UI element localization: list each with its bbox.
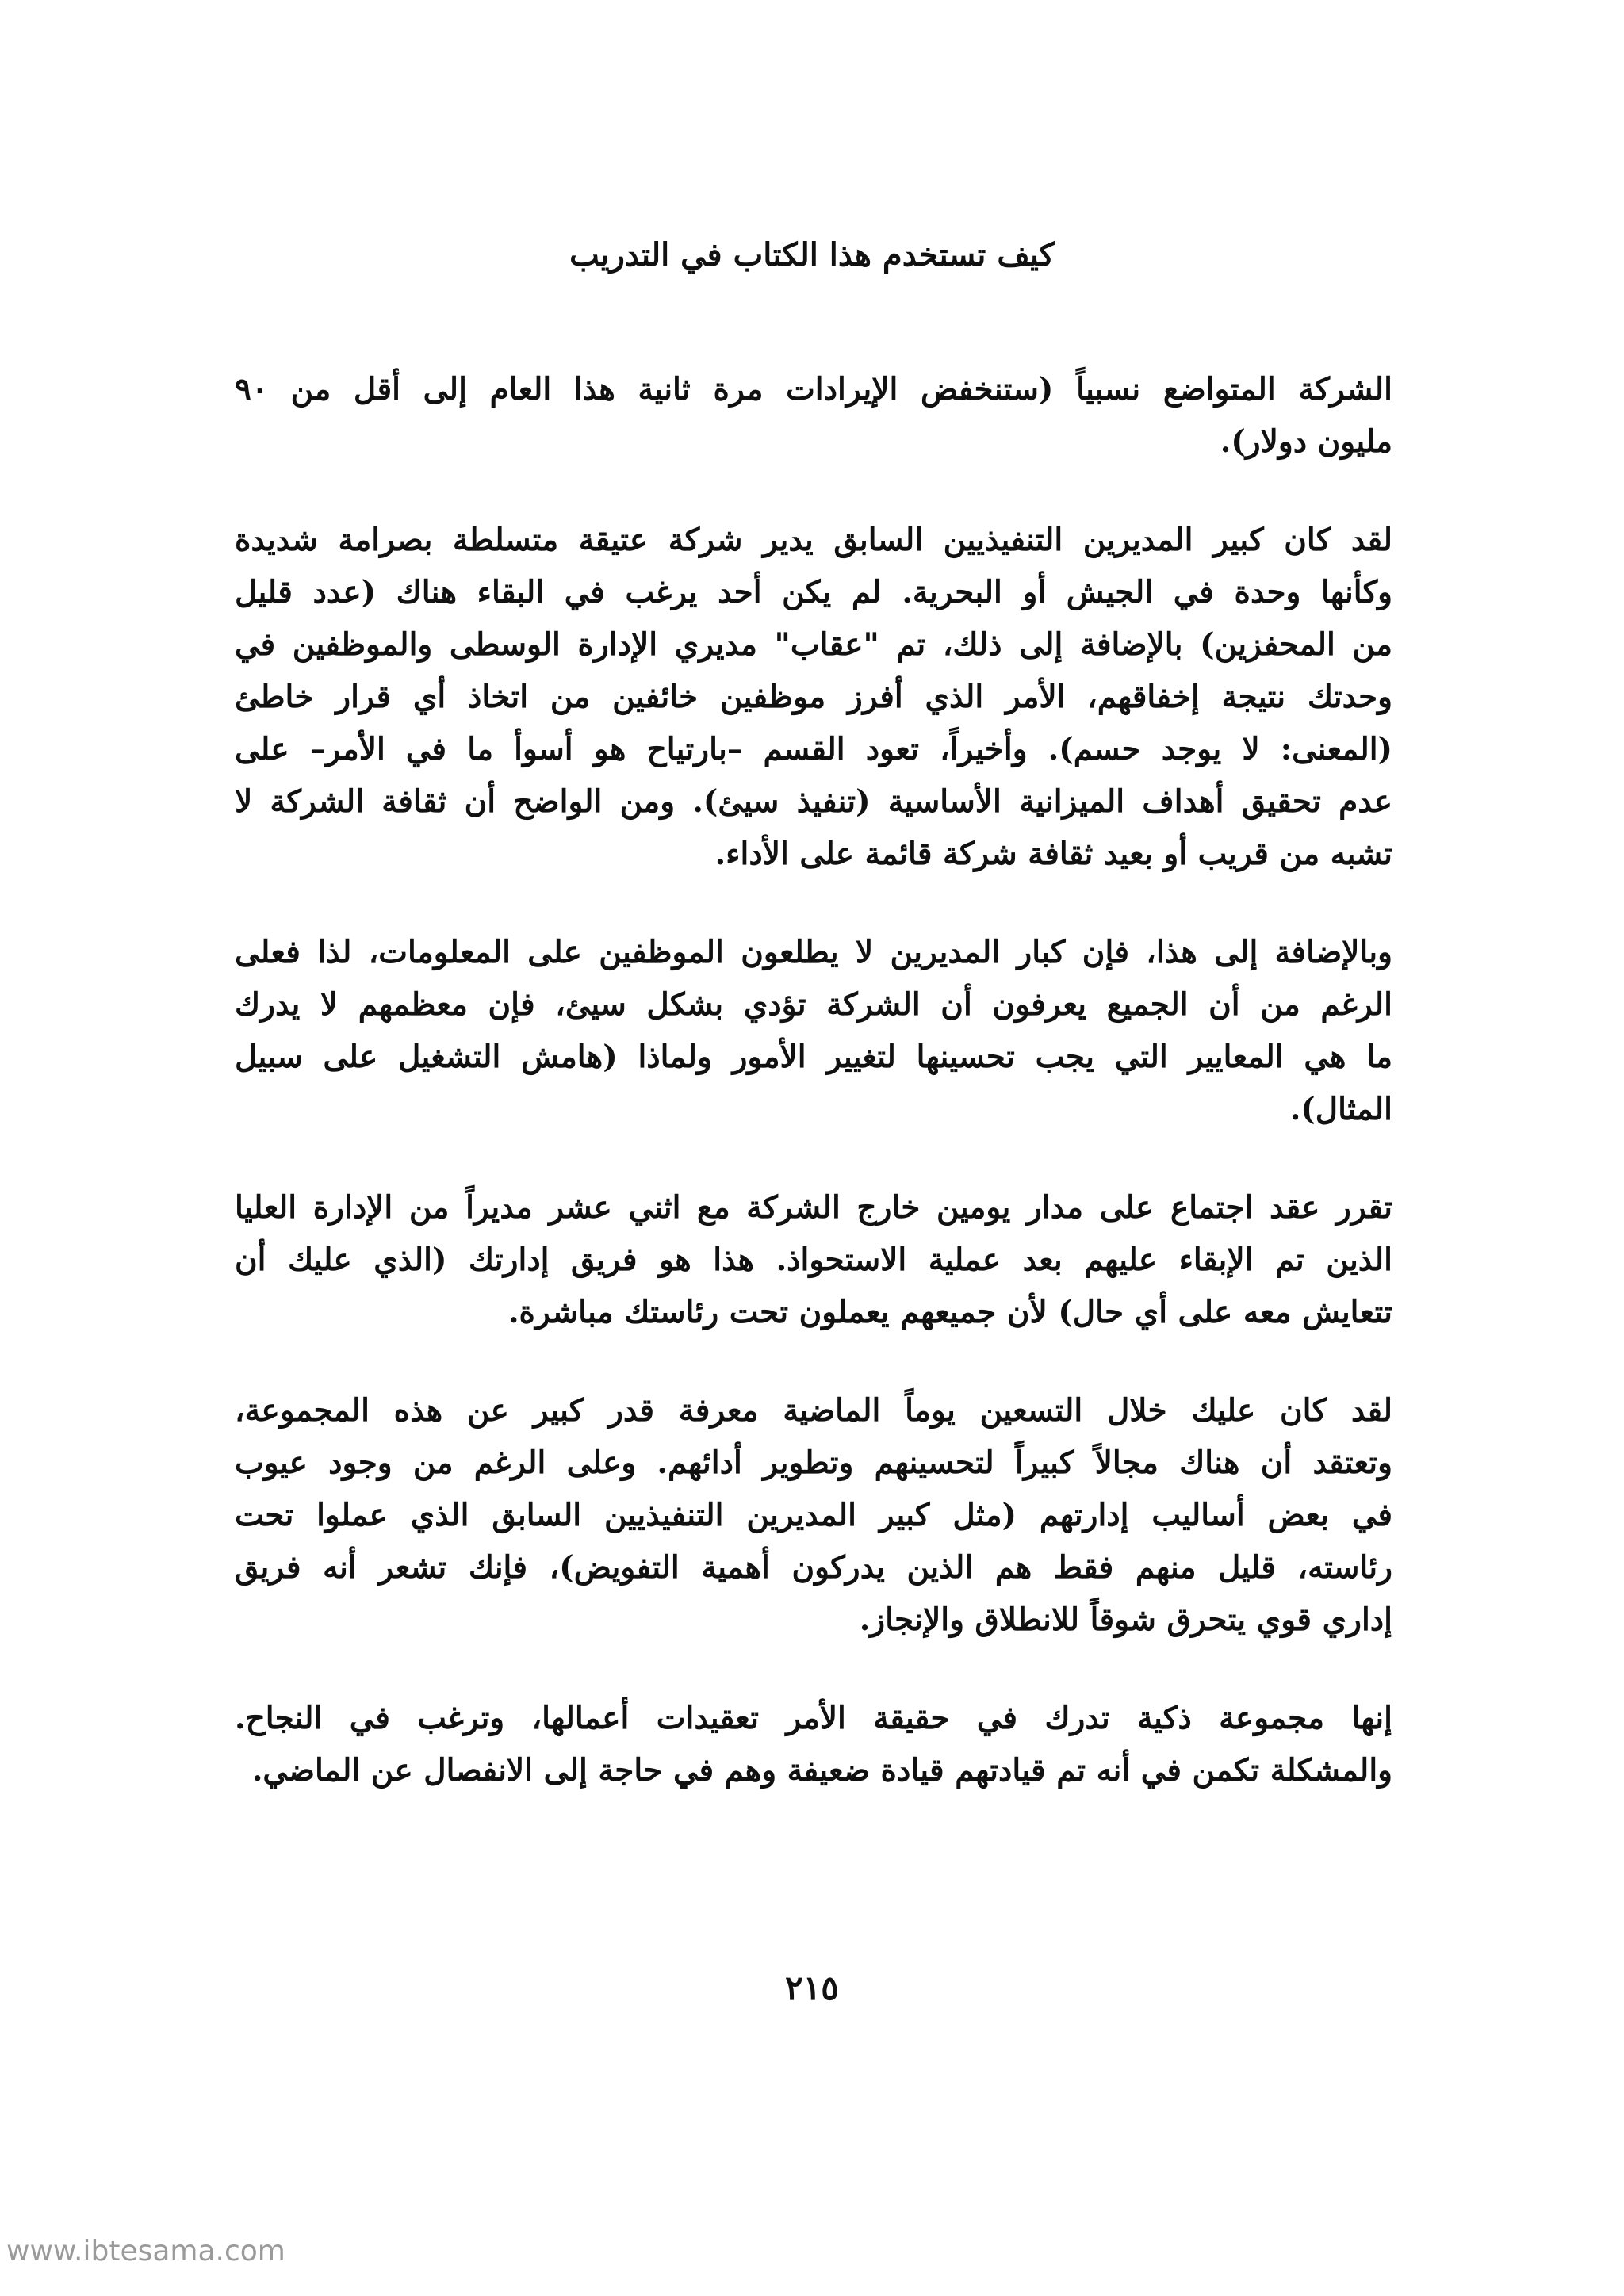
text-line: لقد كان عليك خلال التسعين يوماً الماضية معرفة قدر كبير عن هذه المجموعة، — [235, 1392, 1392, 1429]
text-line: في بعض أساليب إدارتهم (مثل كبير المديرين التنفيذيين السابق الذي عملوا تحت — [235, 1497, 1392, 1533]
paragraph-5 — [235, 1384, 1392, 1646]
text-line: الذين تم الإبقاء عليهم بعد عملية الاستحواذ. هذا هو فريق إدارتك (الذي عليك أن — [235, 1242, 1392, 1278]
text-line: لقد كان كبير المديرين التنفيذيين السابق يدير شركة عتيقة متسلطة بصرامة شديدة — [235, 522, 1392, 558]
text-line: (المعنى: لا يوجد حسم). وأخيراً، تعود القسم –بارتياح هو أسوأ ما في الأمر– على — [235, 731, 1392, 767]
text-line: تقرر عقد اجتماع على مدار يومين خارج الشركة مع اثني عشر مديراً من الإدارة العليا — [235, 1189, 1392, 1226]
text-line: وحدتك نتيجة إخفاقهم، الأمر الذي أفرز موظفين خائفين من اتخاذ أي قرار خاطئ — [235, 679, 1392, 715]
text-line: إداري قوي يتحرق شوقاً للانطلاق والإنجاز. — [859, 1601, 1392, 1638]
running-header-title: كيف تستخدم هذا الكتاب في التدريب — [569, 236, 1055, 274]
text-line: ما هي المعايير التي يجب تحسينها لتغيير الأمور ولماذا (هامش التشغيل على سبيل — [235, 1039, 1392, 1075]
text-line: الشركة المتواضع نسبياً (ستنخفض الإيرادات مرة ثانية هذا العام إلى أقل من ٩٠ — [235, 371, 1392, 408]
text-line: تتعايش معه على أي حال) لأن جميعهم يعملون تحت رئاستك مباشرة. — [508, 1294, 1392, 1330]
paragraph-4 — [235, 1181, 1392, 1338]
body-text — [235, 363, 1392, 1843]
site-watermark: www.ibtesama.com — [6, 2235, 285, 2267]
paragraph-2 — [235, 514, 1392, 880]
text-line: والمشكلة تكمن في أنه تم قيادتهم قيادة ضعيفة وهم في حاجة إلى الانفصال عن الماضي. — [251, 1752, 1392, 1789]
text-line: رئاسته، قليل منهم فقط هم الذين يدركون أهمية التفويض)، فإنك تشعر أنه فريق — [235, 1549, 1392, 1586]
text-line: وبالإضافة إلى هذا، فإن كبار المديرين لا يطلعون الموظفين على المعلومات، لذا فعلى — [235, 934, 1392, 970]
page-number: ٢١٥ — [785, 1969, 839, 2007]
paragraph-1 — [235, 363, 1392, 468]
text-line: تشبه من قريب أو بعيد ثقافة شركة قائمة على الأداء. — [714, 836, 1392, 872]
text-line: وكأنها وحدة في الجيش أو البحرية. لم يكن أحد يرغب في البقاء هناك (عدد قليل — [235, 574, 1392, 610]
text-line: المثال). — [1289, 1091, 1392, 1127]
text-line: عدم تحقيق أهداف الميزانية الأساسية (تنفيذ سيئ). ومن الواضح أن ثقافة الشركة لا — [235, 783, 1392, 820]
text-line: وتعتقد أن هناك مجالاً كبيراً لتحسينهم وتطوير أدائهم. وعلى الرغم من وجود عيوب — [235, 1445, 1392, 1481]
paragraph-3 — [235, 926, 1392, 1135]
text-line: الرغم من أن الجميع يعرفون أن الشركة تؤدي بشكل سيئ، فإن معظمهم لا يدرك — [235, 986, 1392, 1023]
text-line: مليون دولار). — [1220, 423, 1392, 460]
text-line: إنها مجموعة ذكية تدرك في حقيقة الأمر تعقيدات أعمالها، وترغب في النجاح. — [235, 1700, 1392, 1736]
text-line: من المحفزين) بالإضافة إلى ذلك، تم "عقاب" مديري الإدارة الوسطى والموظفين في — [235, 626, 1392, 663]
paragraph-6 — [235, 1692, 1392, 1797]
